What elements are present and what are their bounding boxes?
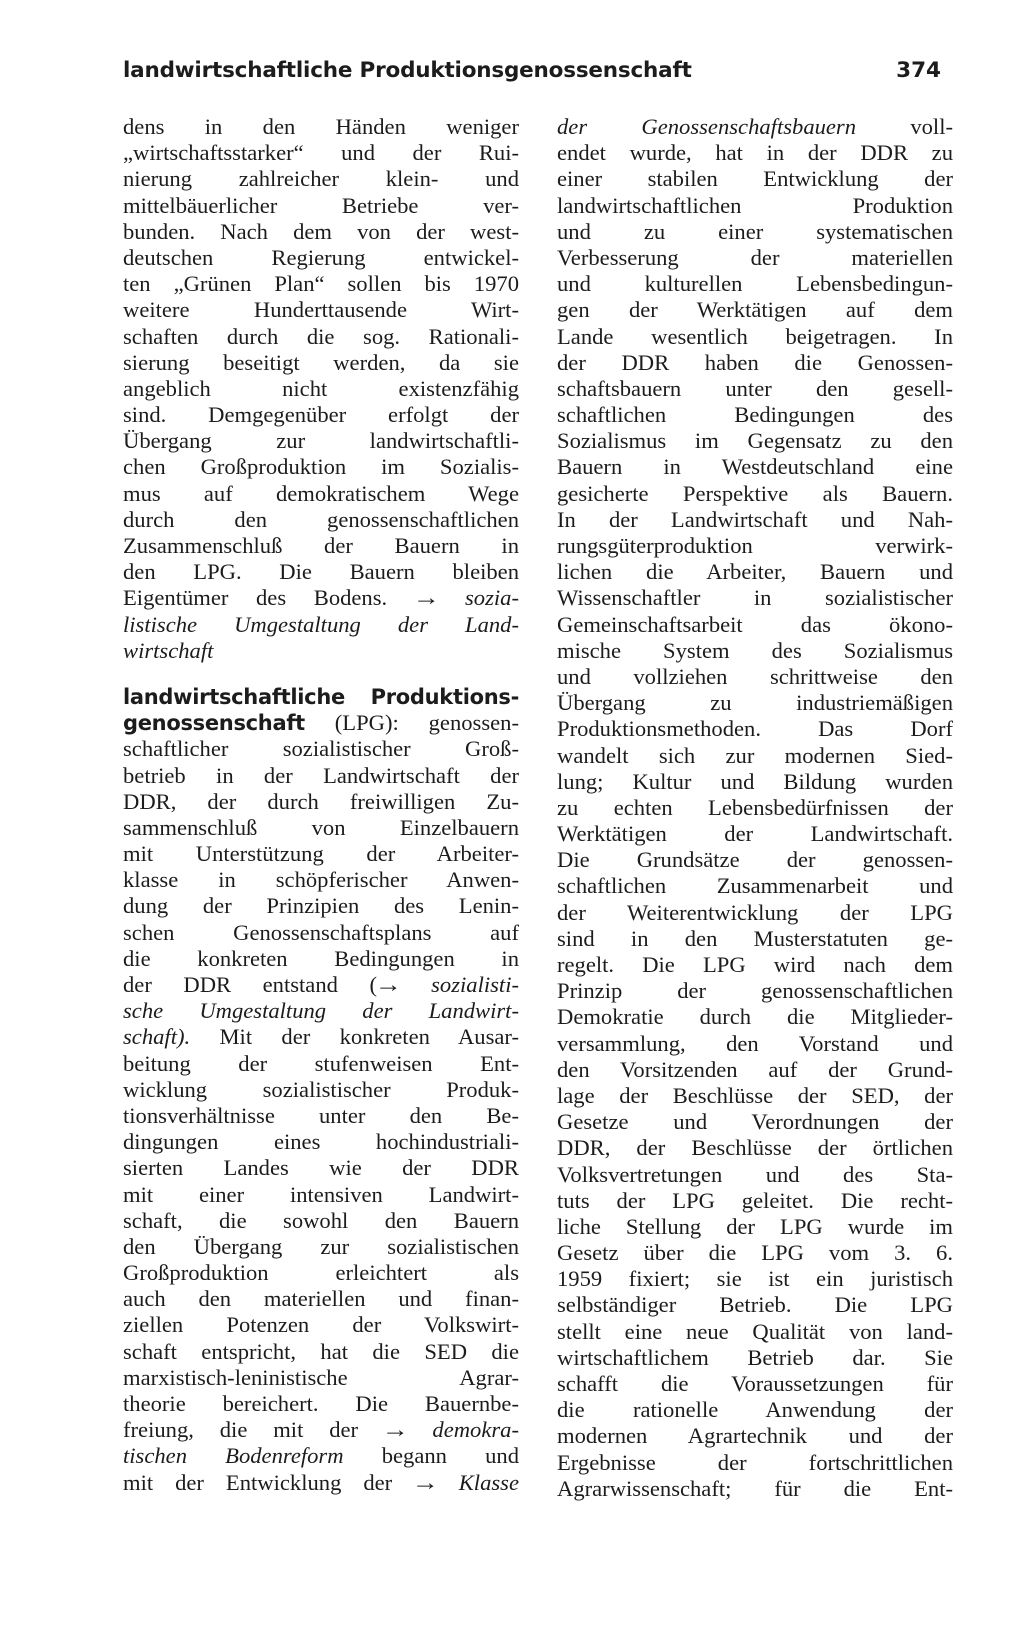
- text-line: [557, 1188, 953, 1214]
- text-line: [557, 1162, 953, 1188]
- body-text: Bauern in Westdeutschland eine: [557, 454, 953, 480]
- headword: genossenschaft: [123, 711, 305, 736]
- cross-reference-arrow-icon: →: [381, 1417, 409, 1443]
- body-text: Eigentümer des Bodens.: [123, 585, 415, 611]
- text-line: [123, 193, 519, 219]
- text-line: [123, 946, 519, 972]
- body-text: Sozialismus im Gegensatz zu den: [557, 428, 953, 454]
- text-line: [557, 821, 953, 847]
- text-line: [123, 638, 519, 664]
- text-line: [123, 1077, 519, 1103]
- text-line: [557, 638, 953, 664]
- body-text: mittelbäuerlicher Betriebe ver-: [123, 192, 519, 218]
- body-text: Zusammenschluß der Bauern in: [123, 533, 519, 558]
- body-text: mit Unterstützung der Arbeiter-: [123, 841, 519, 867]
- body-text: wirtschaftlichem Betrieb dar. Sie: [557, 1344, 953, 1370]
- text-line: [123, 1182, 519, 1208]
- body-text: wandelt sich zur modernen Sied-: [557, 742, 953, 768]
- text-line: [557, 376, 953, 402]
- body-text: Prinzip der genossenschaftlichen: [557, 978, 953, 1004]
- text-line: [123, 114, 519, 140]
- body-text: Agrarwissenschaft; für die Ent-: [557, 1475, 953, 1501]
- text-line: [557, 1423, 953, 1449]
- body-text: DDR, der Beschlüsse der örtlichen: [557, 1135, 953, 1161]
- body-text: nierung zahlreicher klein- und: [123, 166, 519, 192]
- cross-reference-arrow-icon: →: [374, 972, 402, 997]
- text-line: [123, 789, 519, 815]
- body-text: durch den genossenschaftlichen: [123, 506, 519, 532]
- body-text: schaftlicher sozialistischer Groß-: [123, 736, 519, 762]
- cross-reference-text: sozia-: [437, 585, 519, 611]
- body-text: wicklung sozialistischer Produk-: [123, 1076, 519, 1102]
- text-line: [123, 710, 519, 736]
- text-line: [123, 1208, 519, 1234]
- text-line: [123, 841, 519, 867]
- text-line: [557, 507, 953, 533]
- text-line: [123, 1443, 519, 1469]
- text-line: [123, 297, 519, 323]
- text-line: [557, 1057, 953, 1083]
- body-text: deutschen Regierung entwickel-: [123, 244, 519, 270]
- text-line: [123, 1391, 519, 1417]
- body-text: Werktätigen der Landwirtschaft.: [557, 821, 953, 847]
- body-text: mus auf demokratischem Wege: [123, 480, 519, 506]
- text-line: [557, 769, 953, 795]
- text-line: [557, 900, 953, 926]
- text-line: [557, 1004, 953, 1030]
- cross-reference-text: wirtschaft: [123, 637, 214, 663]
- text-line: [557, 1109, 953, 1135]
- body-text: sammenschluß von Einzelbauern: [123, 814, 519, 840]
- body-text: gesicherte Perspektive als Bauern.: [557, 480, 953, 506]
- body-text: Gesetz über die LPG vom 3. 6.: [557, 1240, 953, 1266]
- cross-reference-arrow-icon: →: [412, 585, 440, 611]
- body-text: liche Stellung der LPG wurde im: [557, 1213, 953, 1239]
- body-text: versammlung, den Vorstand und: [557, 1030, 953, 1056]
- body-text: 1959 fixiert; sie ist ein juristisch: [557, 1266, 953, 1292]
- cross-reference-text: demokra-: [406, 1417, 519, 1443]
- text-line: [557, 245, 953, 271]
- text-line: [123, 815, 519, 841]
- body-text: Demokratie durch die Mitglieder-: [557, 1004, 953, 1030]
- body-text: betrieb in der Landwirtschaft der: [123, 762, 519, 788]
- text-line: [123, 559, 519, 585]
- body-text: In der Landwirtschaft und Nah-: [557, 506, 953, 532]
- body-text: Gemeinschaftsarbeit das ökono-: [557, 611, 953, 637]
- body-text: mit der Entwicklung der: [123, 1469, 415, 1495]
- text-line: [123, 1155, 519, 1181]
- text-line: [123, 585, 519, 611]
- running-head: landwirtschaftliche Produktionsgenossenschaft: [123, 58, 692, 83]
- body-text: mit einer intensiven Landwirt-: [123, 1181, 519, 1207]
- text-line: [123, 245, 519, 271]
- body-text: schaftlichen Zusammenarbeit und: [557, 873, 953, 899]
- body-text: die konkreten Bedingungen in: [123, 945, 519, 971]
- text-line: [123, 920, 519, 946]
- cross-reference-text: sozialisti-: [399, 972, 519, 997]
- text-line: [123, 1339, 519, 1365]
- text-line: [557, 1135, 953, 1161]
- body-text: freiung, die mit der: [123, 1417, 384, 1443]
- text-line: [557, 1031, 953, 1057]
- body-text: Die Grundsätze der genossen-: [557, 847, 953, 873]
- text-line: [123, 998, 519, 1024]
- right-column: [557, 114, 953, 1502]
- body-text: zu echten Lebensbedürfnissen der: [557, 794, 953, 820]
- text-line: [557, 193, 953, 219]
- body-text: den LPG. Die Bauern bleiben: [123, 559, 519, 585]
- body-text: rungsgüterproduktion verwirk-: [557, 533, 953, 558]
- cross-reference-text: sche Umgestaltung der Landwirt-: [123, 998, 519, 1024]
- body-text: sierten Landes wie der DDR: [123, 1155, 519, 1181]
- text-line: [557, 585, 953, 611]
- body-text: der DDR entstand (: [123, 972, 377, 997]
- text-line: [123, 533, 519, 559]
- text-line: [123, 271, 519, 297]
- body-text: voll-: [856, 114, 953, 139]
- left-column: [123, 114, 519, 1496]
- body-text: sind in den Musterstatuten ge-: [557, 925, 953, 951]
- text-line: [557, 1292, 953, 1318]
- body-text: und zu einer systematischen: [557, 218, 953, 244]
- body-text: Ergebnisse der fortschrittlichen: [557, 1449, 953, 1475]
- text-line: [123, 1312, 519, 1338]
- text-line: [557, 324, 953, 350]
- text-line: [557, 140, 953, 166]
- text-line: [557, 1214, 953, 1240]
- text-line: [123, 1286, 519, 1312]
- body-text: der DDR haben die Genossen-: [557, 349, 953, 375]
- body-text: Mit der konkreten Ausar-: [190, 1024, 519, 1050]
- body-text: auch den materiellen und finan-: [123, 1286, 519, 1312]
- body-text: Produktionsmethoden. Das Dorf: [557, 716, 953, 742]
- cross-reference-text: schaft).: [123, 1024, 191, 1050]
- text-line: [123, 612, 519, 638]
- text-line: [123, 1470, 519, 1496]
- cross-reference-text: Klasse: [436, 1469, 519, 1495]
- text-line: [123, 350, 519, 376]
- text-line: [557, 271, 953, 297]
- text-line: [557, 533, 953, 559]
- body-text: sierung beseitigt werden, da sie: [123, 349, 519, 375]
- body-text: und vollziehen schrittweise den: [557, 663, 953, 689]
- text-line: [557, 612, 953, 638]
- body-text: Übergang zur landwirtschaftli-: [123, 428, 519, 454]
- text-line: [557, 847, 953, 873]
- body-text: Lande wesentlich beigetragen. In: [557, 323, 953, 349]
- text-line: [557, 664, 953, 690]
- text-line: [123, 376, 519, 402]
- text-line: [123, 219, 519, 245]
- text-line: [123, 867, 519, 893]
- text-line: [557, 716, 953, 742]
- text-line: [123, 1024, 519, 1050]
- text-line: [557, 219, 953, 245]
- body-text: selbständiger Betrieb. Die LPG: [557, 1292, 953, 1318]
- body-text: ziellen Potenzen der Volkswirt-: [123, 1312, 519, 1338]
- body-text: angeblich nicht existenzfähig: [123, 375, 519, 401]
- body-text: schaftsbauern unter den gesell-: [557, 375, 953, 401]
- text-line: [557, 690, 953, 716]
- paragraph-gap: [123, 664, 519, 684]
- body-text: schen Genossenschaftsplans auf: [123, 919, 519, 945]
- body-text: dingungen eines hochindustriali-: [123, 1129, 519, 1155]
- body-text: der Weiterentwicklung der LPG: [557, 899, 953, 925]
- text-line: [123, 507, 519, 533]
- page-header: [123, 58, 941, 98]
- text-line: [123, 428, 519, 454]
- body-text: schaft, die sowohl den Bauern: [123, 1207, 519, 1233]
- text-line: [557, 114, 953, 140]
- body-text: dung der Prinzipien des Lenin-: [123, 893, 519, 919]
- body-text: ten „Grünen Plan“ sollen bis 1970: [123, 271, 519, 297]
- cross-reference-text: listische Umgestaltung der Land-: [123, 611, 519, 637]
- body-text: endet wurde, hat in der DDR zu: [557, 140, 953, 166]
- text-line: [123, 1129, 519, 1155]
- body-text: Volksvertretungen und des Sta-: [557, 1161, 953, 1187]
- body-text: lage der Beschlüsse der SED, der: [557, 1082, 953, 1108]
- body-text: begann und: [343, 1443, 519, 1469]
- body-text: Wissenschaftler in sozialistischer: [557, 585, 953, 611]
- body-text: (LPG): genossen-: [304, 710, 519, 736]
- body-text: „wirtschaftsstarker“ und der Rui-: [123, 140, 519, 166]
- body-text: mische System des Sozialismus: [557, 637, 953, 663]
- body-text: modernen Agrartechnik und der: [557, 1423, 953, 1449]
- body-text: regelt. Die LPG wird nach dem: [557, 952, 953, 977]
- text-line: [557, 402, 953, 428]
- text-line: [123, 684, 519, 710]
- body-text: beitung der stufenweisen Ent-: [123, 1050, 519, 1076]
- body-text: tionsverhältnisse unter den Be-: [123, 1102, 519, 1128]
- body-text: den Übergang zur sozialistischen: [123, 1233, 519, 1259]
- text-line: [123, 893, 519, 919]
- text-line: [557, 1240, 953, 1266]
- text-line: [557, 952, 953, 978]
- body-text: klasse in schöpferischer Anwen-: [123, 867, 519, 893]
- body-text: Übergang zu industriemäßigen: [557, 690, 953, 716]
- text-line: [123, 736, 519, 762]
- body-text: chen Großproduktion im Sozialis-: [123, 454, 519, 480]
- text-line: [557, 1371, 953, 1397]
- text-line: [557, 873, 953, 899]
- body-text: und kulturellen Lebensbedingun-: [557, 271, 953, 297]
- body-text: gen der Werktätigen auf dem: [557, 297, 953, 323]
- body-text: die rationelle Anwendung der: [557, 1397, 953, 1423]
- text-line: [123, 454, 519, 480]
- text-line: [557, 481, 953, 507]
- body-text: lung; Kultur und Bildung wurden: [557, 768, 953, 794]
- text-line: [557, 297, 953, 323]
- text-line: [123, 763, 519, 789]
- text-line: [557, 1476, 953, 1502]
- text-line: [557, 454, 953, 480]
- cross-reference-text: der Genossenschaftsbauern: [557, 114, 857, 139]
- body-text: theorie bereichert. Die Bauernbe-: [123, 1391, 519, 1416]
- text-line: [557, 350, 953, 376]
- text-line: [123, 1260, 519, 1286]
- body-text: landwirtschaftlichen Produktion: [557, 192, 953, 218]
- text-line: [557, 559, 953, 585]
- headword: landwirtschaftliche Produktions-: [123, 684, 519, 709]
- body-text: schaftlichen Bedingungen des: [557, 402, 953, 428]
- text-line: [557, 428, 953, 454]
- body-text: weitere Hunderttausende Wirt-: [123, 297, 519, 323]
- body-text: lichen die Arbeiter, Bauern und: [557, 559, 953, 585]
- text-line: [557, 166, 953, 192]
- text-line: [123, 1103, 519, 1129]
- text-line: [557, 1345, 953, 1371]
- body-text: schaften durch die sog. Rationali-: [123, 323, 519, 349]
- text-line: [557, 1319, 953, 1345]
- text-line: [123, 166, 519, 192]
- cross-reference-arrow-icon: →: [411, 1469, 440, 1495]
- body-text: Großproduktion erleichtert als: [123, 1260, 519, 1286]
- body-text: tuts der LPG geleitet. Die recht-: [557, 1187, 953, 1213]
- body-text: Verbesserung der materiellen: [557, 244, 953, 270]
- text-line: [123, 1365, 519, 1391]
- body-text: schaft entspricht, hat die SED die: [123, 1338, 519, 1364]
- body-text: stellt eine neue Qualität von land-: [557, 1318, 953, 1344]
- body-text: marxistisch-leninistische Agrar-: [123, 1364, 519, 1390]
- body-text: sind. Demgegenüber erfolgt der: [123, 402, 519, 428]
- text-line: [123, 1417, 519, 1443]
- text-line: [123, 140, 519, 166]
- text-line: [557, 1397, 953, 1423]
- text-line: [557, 1266, 953, 1292]
- body-text: einer stabilen Entwicklung der: [557, 166, 953, 192]
- body-text: DDR, der durch freiwilligen Zu-: [123, 788, 519, 814]
- text-line: [557, 978, 953, 1004]
- text-line: [557, 743, 953, 769]
- page-number: 374: [896, 58, 941, 83]
- body-text: bunden. Nach dem von der west-: [123, 218, 519, 244]
- body-text: Gesetze und Verordnungen der: [557, 1109, 953, 1135]
- text-line: [123, 324, 519, 350]
- text-line: [557, 1083, 953, 1109]
- text-line: [123, 1051, 519, 1077]
- text-line: [123, 972, 519, 998]
- text-line: [123, 481, 519, 507]
- body-text: schafft die Voraussetzungen für: [557, 1371, 953, 1396]
- text-line: [557, 1450, 953, 1476]
- body-text: dens in den Händen weniger: [123, 114, 519, 139]
- text-line: [557, 795, 953, 821]
- cross-reference-text: tischen Bodenreform: [123, 1443, 344, 1469]
- text-line: [123, 402, 519, 428]
- text-line: [123, 1234, 519, 1260]
- text-line: [557, 926, 953, 952]
- body-text: den Vorsitzenden auf der Grund-: [557, 1056, 953, 1082]
